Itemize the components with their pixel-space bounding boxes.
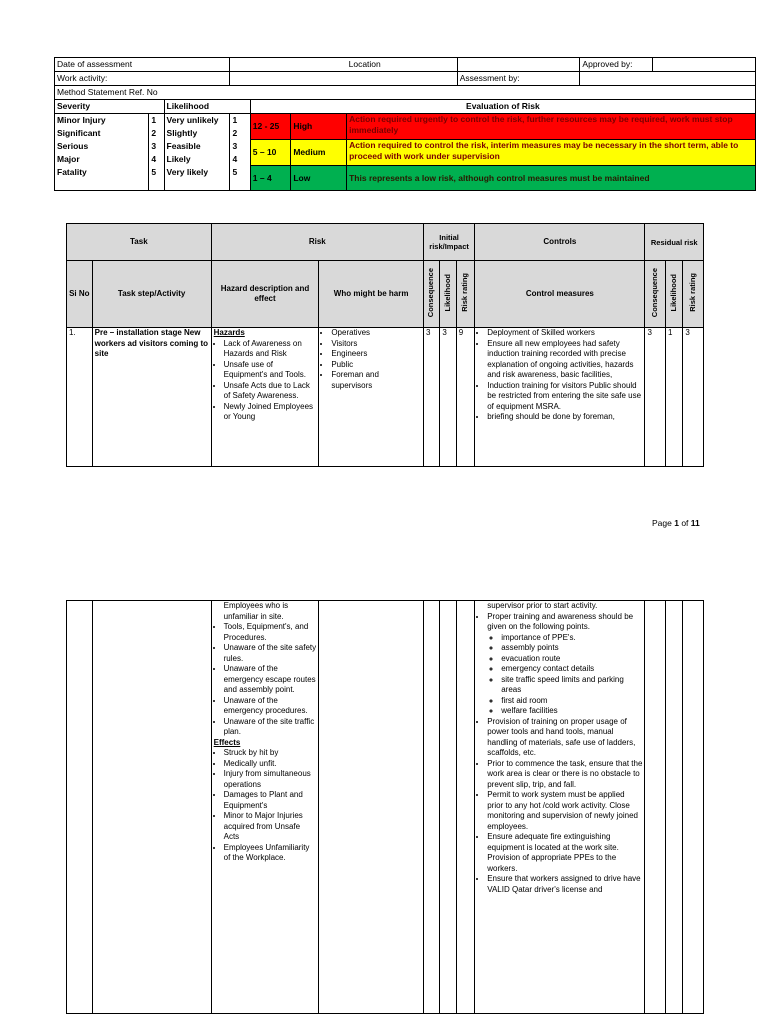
residual-risk-header: Residual risk bbox=[645, 224, 704, 261]
residual-risk-rating: 3 bbox=[683, 328, 704, 467]
work-activity-label: Work activity: bbox=[55, 72, 230, 86]
list-item: • Newly Joined Employees or Young bbox=[224, 402, 317, 423]
list-item: • Unaware of the emergency escape routes and assembly point. bbox=[224, 664, 317, 696]
location-value[interactable] bbox=[457, 58, 580, 72]
task-step-header: Task step/Activity bbox=[92, 261, 211, 328]
hazard-cell bbox=[211, 328, 319, 467]
list-item: • Prior to commence the task, ensure that the work area is clear or there is no obstacle to prevent slip, trip, and fall. bbox=[487, 759, 642, 791]
list-item: ◦ assembly points bbox=[501, 643, 642, 654]
table-row bbox=[67, 328, 704, 467]
list-item: • Injury from simultaneous operations bbox=[224, 769, 317, 790]
controls-cell bbox=[475, 328, 645, 467]
list-item: • Foreman and supervisors bbox=[331, 370, 421, 391]
assessment-header-table bbox=[54, 57, 756, 191]
evaluation-label: Evaluation of Risk bbox=[250, 100, 755, 114]
risk-medium-text: Action required to control the risk, interim measures may be necessary in the short term, able to proceed with work under supervision bbox=[347, 140, 756, 166]
list-item: • Unaware of the emergency procedures. bbox=[224, 696, 317, 717]
list-item: • Unaware of the site safety rules. bbox=[224, 643, 317, 664]
list-item: • Tools, Equipment's, and Procedures. bbox=[224, 622, 317, 643]
risk-high-range: 12 - 25 bbox=[250, 114, 291, 140]
list-item: • briefing should be done by foreman, bbox=[487, 412, 642, 423]
list-item: ◦ importance of PPE's. bbox=[501, 633, 642, 644]
severity-names: Minor Injury Significant Serious Major Fatality bbox=[55, 114, 149, 191]
likelihood-values: 1 2 3 4 5 bbox=[230, 114, 250, 191]
list-item: • Unaware of the site traffic plan. bbox=[224, 717, 317, 738]
who-cell bbox=[319, 328, 424, 467]
list-item: • Ensure that workers assigned to drive have VALID Qatar driver's license and bbox=[487, 874, 642, 895]
si-no-header: Si No bbox=[67, 261, 93, 328]
list-item: • Proper training and awareness should be given on the following points. ◦ importance of PPE's. ◦ assembly points ◦ evacuation route ◦ emergency contact details ◦ site traffic speed limits and parking areas ◦ first aid room ◦ welfare facilities bbox=[487, 612, 642, 717]
list-item: • Ensure all new employees had safety induction training recorded with precise explanation of ongoing activities, hazards and risk awareness, basic facilities, bbox=[487, 339, 642, 381]
likelihood-label: Likelihood bbox=[164, 100, 250, 114]
controls-cell-continued: supervisor prior to start activity. • Proper training and awareness should be given on the following points. ◦ importance of PPE's. ◦ assembly points ◦ evacuation route ◦ emergency contact details ◦ site traffic speed limits and parking areas ◦ first aid room ◦ welfare facilities • Provision of training on proper usage of power tools and hand tools, manual handling of materials, safe use of ladders, scaffolds, etc. • Prior to commence the task, ensure that the work area is clear or there is no obstacle to prevent slip, trip, and fall. • Permit to work system must be applied prior to any hot /cold work activity. Close monitoring and supervision of newly joined employees. • Ensure adequate fire extinguishing equipment is located at the work site. Provision of appropriate PPEs to the workers. • Ensure that workers assigned to drive have VALID Qatar driver's license and bbox=[475, 601, 645, 1014]
consequence-header: Consequence bbox=[426, 267, 436, 317]
table-row bbox=[67, 601, 704, 1014]
task-step-cell: Pre – installation stage New workers ad visitors coming to site bbox=[92, 328, 211, 467]
risk-assessment-table bbox=[66, 223, 704, 467]
residual-likelihood-header: Likelihood bbox=[668, 273, 678, 311]
likelihood-header: Likelihood bbox=[442, 273, 452, 311]
list-item: ◦ welfare facilities bbox=[501, 706, 642, 717]
list-item: • Deployment of Skilled workers bbox=[487, 328, 642, 339]
list-item: ◦ site traffic speed limits and parking areas bbox=[501, 675, 642, 696]
likelihood-names: Very unlikely Slightly Feasible Likely Very likely bbox=[164, 114, 230, 191]
page-number: Page 1 of 11 bbox=[652, 518, 700, 528]
approved-label: Approved by: bbox=[580, 58, 756, 72]
risk-high-text: Action required urgently to control the risk, further resources may be required, work must stop immediately bbox=[347, 114, 756, 140]
severity-label: Severity bbox=[55, 100, 165, 114]
residual-likelihood: 1 bbox=[665, 328, 682, 467]
risk-assessment-table-continued bbox=[66, 600, 704, 1014]
control-measures-header: Control measures bbox=[475, 261, 645, 328]
risk-header: Risk bbox=[211, 224, 423, 261]
initial-consequence: 3 bbox=[423, 328, 439, 467]
risk-high-level: High bbox=[291, 114, 347, 140]
list-item: • Provision of training on proper usage of power tools and hand tools, manual handling of materials, safe use of ladders, scaffolds, etc. bbox=[487, 717, 642, 759]
task-header: Task bbox=[67, 224, 212, 261]
hazards-title: Hazards bbox=[213, 328, 245, 337]
risk-low-level: Low bbox=[291, 166, 347, 191]
list-item: • Visitors bbox=[331, 339, 421, 350]
work-activity-value[interactable] bbox=[230, 72, 457, 86]
risk-low-text: This represents a low risk, although control measures must be maintained bbox=[347, 166, 756, 191]
hazard-cell-continued: Employees who is unfamiliar in site. • Tools, Equipment's, and Procedures. • Unaware of the site safety rules. • Unaware of the emergency escape routes and assembly point. • Unaware of the emergency procedures. • Unaware of the site traffic plan. Effects • Struck by hit by • Medically unfit. • Injury from simultaneous operations • Damages to Plant and Equipment's • Minor to Major Injuries acquired from Unsafe Acts • Employees Unfamiliarity of the Workplace. bbox=[211, 601, 319, 1014]
list-item: ◦ first aid room bbox=[501, 696, 642, 707]
list-item: • Struck by hit by bbox=[224, 748, 317, 759]
list-item: • Ensure adequate fire extinguishing equipment is located at the work site. Provision of appropriate PPEs to the workers. bbox=[487, 832, 642, 874]
who-header: Who might be harm bbox=[319, 261, 424, 328]
initial-likelihood: 3 bbox=[440, 328, 456, 467]
list-item: ◦ emergency contact details bbox=[501, 664, 642, 675]
list-item: • Unsafe Acts due to Lack of Safety Awareness. bbox=[224, 381, 317, 402]
list-item: • Engineers bbox=[331, 349, 421, 360]
list-item: • Operatives bbox=[331, 328, 421, 339]
si-no-cell: 1. bbox=[67, 328, 93, 467]
hazard-header: Hazard description and effect bbox=[211, 261, 319, 328]
list-item: • Employees Unfamiliarity of the Workplace. bbox=[224, 843, 317, 864]
severity-values: 1 2 3 4 5 bbox=[149, 114, 164, 191]
list-item: • Minor to Major Injuries acquired from Unsafe Acts bbox=[224, 811, 317, 843]
residual-consequence-header: Consequence bbox=[649, 267, 659, 317]
list-item: • Induction training for visitors Public should be restricted from entering the site safe use of equipment MSRA. bbox=[487, 381, 642, 413]
list-item: • Medically unfit. bbox=[224, 759, 317, 770]
date-label: Date of assessment bbox=[55, 58, 230, 72]
list-item: • Lack of Awareness on Hazards and Risk bbox=[224, 339, 317, 360]
list-item: • Unsafe use of Equipment's and Tools. bbox=[224, 360, 317, 381]
risk-low-range: 1 – 4 bbox=[250, 166, 291, 191]
risk-medium-level: Medium bbox=[291, 140, 347, 166]
list-item: • Public bbox=[331, 360, 421, 371]
residual-consequence: 3 bbox=[645, 328, 666, 467]
controls-header: Controls bbox=[475, 224, 645, 261]
residual-risk-rating-header: Risk rating bbox=[687, 272, 697, 312]
effects-title: Effects bbox=[213, 737, 241, 747]
initial-risk-header: Initial risk/Impact bbox=[423, 224, 474, 261]
list-item: • Damages to Plant and Equipment's bbox=[224, 790, 317, 811]
risk-medium-range: 5 – 10 bbox=[250, 140, 291, 166]
list-item: ◦ evacuation route bbox=[501, 654, 642, 665]
method-statement-label: Method Statement Ref. No bbox=[55, 86, 756, 100]
assessment-label: Assessment by: bbox=[457, 72, 580, 86]
list-item: • Permit to work system must be applied prior to any hot /cold work activity. Close monitoring and supervision of newly joined employees. bbox=[487, 790, 642, 832]
initial-risk-rating: 9 bbox=[456, 328, 474, 467]
location-label: Location bbox=[347, 58, 458, 72]
risk-rating-header: Risk rating bbox=[460, 272, 470, 312]
